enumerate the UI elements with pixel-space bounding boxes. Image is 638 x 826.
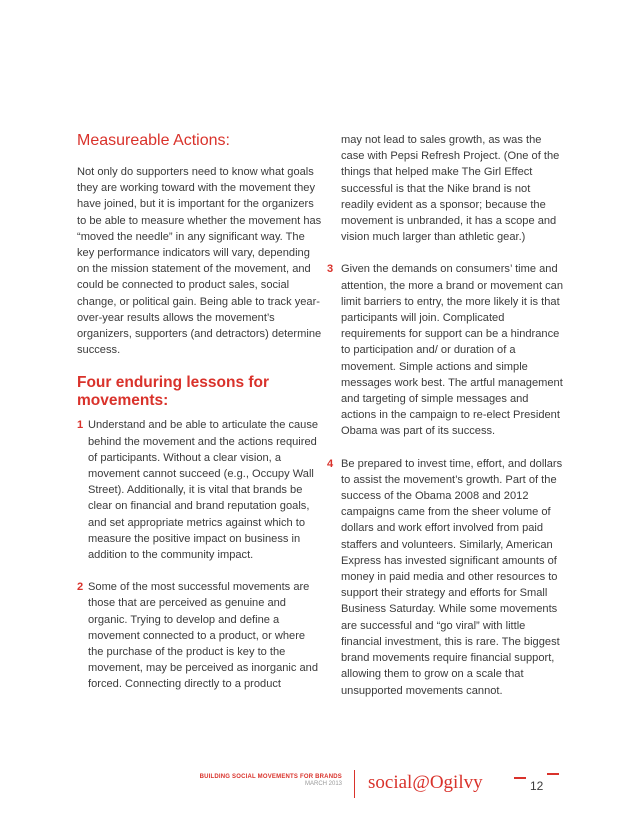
- footer-title: BUILDING SOCIAL MOVEMENTS FOR BRANDS: [199, 774, 342, 780]
- lesson-item-2-continued: [327, 132, 563, 245]
- right-column: [327, 132, 563, 699]
- lesson-number-1: 1: [77, 419, 84, 432]
- left-column: [77, 132, 323, 693]
- lesson-text-2: Some of the most successful movements are those that are perceived as genuine and organic. Trying to develop and define a movement connected to a product, or where the purchase of the product is key to the movement, may be perceived as inorganic and forced. Connecting directly to a product: [88, 581, 319, 691]
- brand-logo: social@Ogilvy: [368, 772, 483, 793]
- lesson-number-2: 2: [77, 581, 84, 594]
- heading-four-lessons: Four enduring lessons for movements:: [77, 374, 270, 409]
- footer-divider: [354, 770, 355, 798]
- lesson-text-2-continued: may not lead to sales growth, as was the case with Pepsi Refresh Project. (One of the things that helped make The Girl Effect successful is that the Nike brand is not readily evident as a sponsor; because the movement is unbranded, it has a scope and vision much larger than athletic gear.): [341, 134, 560, 244]
- lesson-number-4: 4: [327, 457, 334, 470]
- page-footer: [0, 770, 638, 800]
- lesson-text-3: Given the demands on consumers’ time and attention, the more a brand or movement can limit barriers to entry, the more likely it is that participants will join. Complicated requirements for support can be a hindrance to participation and/ or duration of a movement. Simple actions and simple messages work best. The artful management and targeting of simple messages and actions in the campaign to re-elect President Obama was part of its success.: [341, 263, 563, 438]
- footer-date: MARCH 2013: [304, 781, 342, 787]
- dash-mark-left: [514, 777, 526, 779]
- page-number: 12: [530, 779, 544, 793]
- lesson-item-2: [77, 579, 323, 692]
- lesson-item-1: [77, 417, 323, 563]
- lesson-item-3: [327, 261, 563, 439]
- lesson-text-1: Understand and be able to articulate the cause behind the movement and the actions required of participants. Without a clear vision, a movement cannot succeed (e.g., Occupy Wall Street). Additionally, it is vital that brands be clear on financial and brand reputation goals, and set appropriate metrics against which to measure the positive impact on business in addition to the community impact.: [88, 419, 319, 562]
- dash-mark-right: [547, 773, 559, 775]
- heading-measureable-actions: Measureable Actions:: [77, 132, 230, 149]
- paragraph-measureable-actions: Not only do supporters need to know what goals they are working toward with the movement they have joined, but it is important for the organizers to be able to measure whether the movement has “moved the needle” in any significant way. The key performance indicators will vary, depending on the mission statement of the movement, and could be connected to product sales, social change, or political gain. Being able to track year-over-year results allows the movement’s organizers, supporters (and detractors) determine success.: [77, 166, 322, 357]
- lesson-number-3: 3: [327, 263, 334, 276]
- lesson-item-4: [327, 456, 563, 699]
- lesson-text-4: Be prepared to invest time, effort, and dollars to assist the movement’s growth. Part of the success of the Obama 2008 and 2012 campaigns came from the sheer volume of dollars and work effort involved from paid staffers and volunteers. Similarly, American Express has invested significant amounts of money in paid media and other resources to support their strategy and efforts for Small Business Saturday. While some movements are successful and “go viral” with little financial investment, this is rare. The biggest brand movements require financial support, allowing them to grow on a scale that unsupported movements cannot.: [341, 457, 563, 697]
